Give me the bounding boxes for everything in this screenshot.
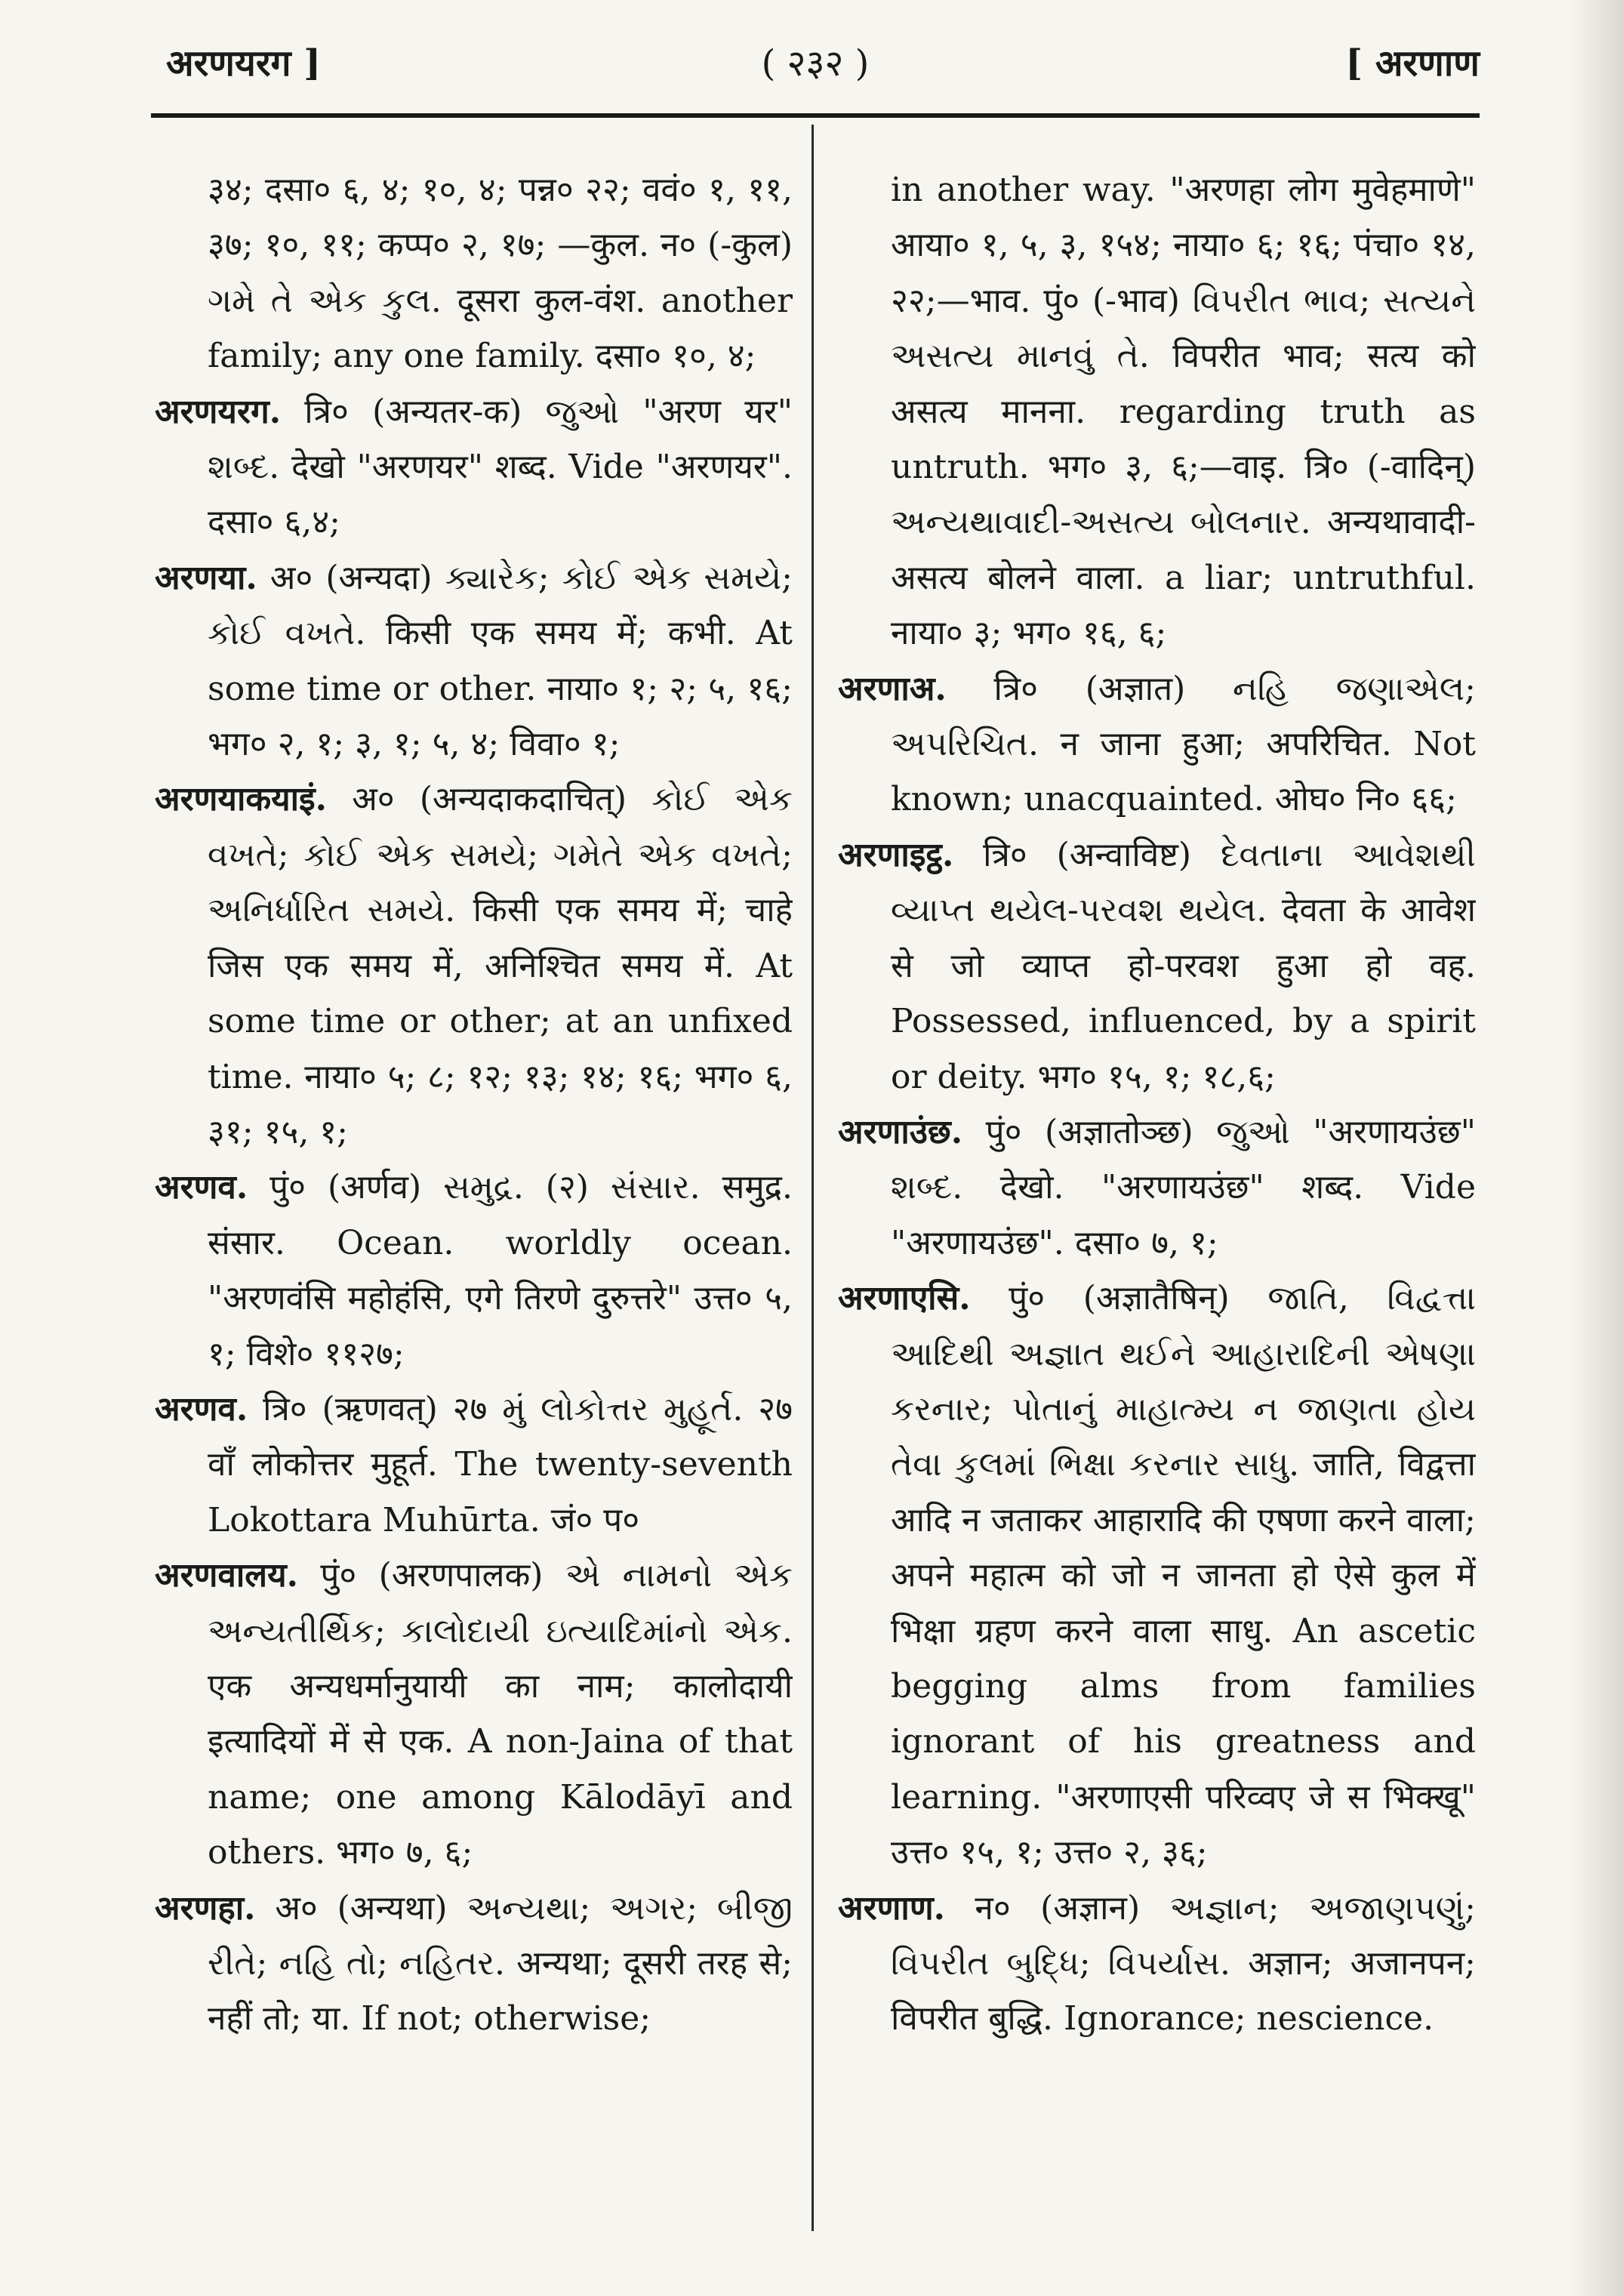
left-column [155,162,793,2246]
entry-text: पुं० (अर्णव) સમુદ્ર. (२) સંસાર. समुद्र. संसार. Ocean. worldly ocean. "अरणवंसि महोहंसि, एगे तिरणे दुरुत्तरे" उत्त० ५, १; विशे० ११२७; [208,1168,793,1373]
dictionary-entry [155,1382,793,1548]
page-header [151,30,1480,98]
entry-headword: अरणाउंछ. [838,1112,963,1151]
dictionary-entry [155,1160,793,1382]
entry-text: in another way. "अरणहा लोग मुवेहमाणे" आया० १, ५, ३, १५४; नाया० ६; १६; पंचा० १४, २२;—भाव. पुं० (-भाव) વિપરીત ભાવ; સત્યને અસત્ય માનવું તે. विपरीत भाव; सत्य को असत्य मानना. regarding truth as untruth. भग० ३, ६;—वाइ. त्रि० (-वादिन्) અન્યથાવાદી-અસત્ય બોલનાર. अन्यथावादी-असत्य बोलने वाला. a liar; untruthful. नाया० ३; भग० १६, ६; [891,171,1476,653]
entry-text: त्रि० (ऋणवत्) २७ મું લોકોત્તર મુહૂર્ત. २७ वाँ लोकोत्तर मुहूर्त. The twenty-seventh Lokottara Muhūrta. जं० प० [208,1389,793,1539]
page-edge-shadow [1570,0,1623,2296]
dictionary-entry [838,1881,1476,2047]
dictionary-entry [155,772,793,1160]
right-guide-word: [ अरणाण [1345,42,1480,85]
entry-headword: अरणवालय. [155,1556,298,1595]
dictionary-entry [155,384,793,550]
entry-text: अ० (अन्यदा) ક્યારેક; કોઈ એક સમયે; કોઈ વખતે. किसी एक समय में; कभी. At some time or other. नाया० १; २; ५, १६; भग० २, १; ३, १; ५, ४; विवा० १; [208,558,793,764]
entry-text: न० (अज्ञान) અજ્ઞાન; અજાણપણું; વિપરીત બુદ્ધિ; વિપર્યાસ. अज्ञान; अजानपन; विपरीत बुद्धि. Ignorance; nescience. [891,1888,1476,2039]
dictionary-entry [838,1271,1476,1880]
entry-headword: अरणव. [155,1389,248,1428]
page-number: ( २३२ ) [761,42,870,85]
entry-headword: अरणया. [155,558,257,597]
entry-headword: अरणव. [155,1168,248,1207]
entry-text: ३४; दसा० ६, ४; १०, ४; पन्न० २२; ववं० १, ११, ३७; १०, ११; कप्प० २, १७; —कुल. न० (-कुल) ગમે તે એક કુલ. दूसरा कुल-वंश. another family; any one family. दसा० १०, ४; [208,171,793,376]
dictionary-entry [155,162,793,384]
entry-headword: अरणाइट्ठ. [838,835,954,874]
dictionary-entry [155,1881,793,2047]
entry-text: अ० (अन्यदाकदाचित्) કોઈ એક વખતે; કોઈ એક સમયે; ગમેતે એક વખતે; અનિર્ધારિત સમયે. किसी एक समय में; चाहे जिस एक समय में, अनिश्चित समय में. At some time or other; at an unfixed time. नाया० ५; ८; १२; १३; १४; १६; भग० ६, ३१; १५, १; [208,780,793,1151]
entry-headword: अरणाअ. [838,669,947,708]
entry-headword: अरणाएसि. [838,1279,971,1318]
dictionary-entry [838,1105,1476,1271]
entry-headword: अरणाण. [838,1888,945,1928]
entry-text: पुं० (अज्ञातोञ्छ) જુઓ "अरणायउंछ" શબ્દ. देखो. "अरणायउंछ" शब्द. Vide "अरणायउंछ". दसा० ७, १; [891,1112,1476,1262]
header-rule [151,113,1480,118]
dictionary-entry [838,162,1476,661]
entry-headword: अरणहा. [155,1888,256,1928]
dictionary-entry [155,550,793,772]
entry-text: त्रि० (अन्वाविष्ट) દેવતાના આવેશથી વ્યાપ્ત થયેલ-પરવશ થયેલ. देवता के आवेश से जो व्याप्त हो-परवश हुआ हो वह. Possessed, influenced, by a spirit or deity. भग० १५, १; १८,६; [891,835,1476,1096]
entry-headword: अरणयरग. [155,392,282,431]
dictionary-entry [838,827,1476,1105]
entry-text: त्रि० (अन्यतर-क) જુઓ "अरण यर" શબ્દ. देखो "अरणयर" शब्द. Vide "अरणयर". दसा० ६,४; [208,392,793,542]
left-guide-word: अरणयरग ] [166,42,321,85]
right-column [838,162,1476,2246]
entry-headword: अरणयाकयाइं. [155,780,327,819]
column-divider [812,125,814,2231]
dictionary-entry [838,661,1476,827]
entry-text: पुं० (अज्ञातैषिन्) જાતિ, વિદ્વત્તા આદિથી અજ્ઞાત થઈને આહારાદિની એષણા કરનાર; પોતાનું માહાત્મ્ય ન જાણતા હોય તેવા કુલમાં ભિક્ષા કરનાર સાધુ. जाति, विद्वत्ता आदि न जताकर आहारादि की एषणा करने वाला; अपने महात्म को जो न जानता हो ऐसे कुल में भिक्षा ग्रहण करने वाला साधु. An ascetic begging alms from families ignorant of his greatness and learning. "अरणाएसी परिव्वए जे स भिक्खू" उत्त० १५, १; उत्त० २, ३६; [891,1279,1476,1872]
entry-text: पुं० (अरणपालक) એ નામનો એક અન્યતીર્થિક; કાલોદાયી ઇત્યાદિમાંનો એક. एक अन्यधर्मानुयायी का नाम; कालोदायी इत्यादियों में से एक. A non-Jaina of that name; one among Kālodāyī and others. भग० ७, ६; [208,1556,793,1872]
entry-text: अ० (अन्यथा) અન્યથા; અગર; બીજી રીતે; નહિ તો; નહિતર. अन्यथा; दूसरी तरह से; नहीं तो; या. If not; otherwise; [208,1888,793,2039]
entry-text: त्रि० (अज्ञात) નહિ જણાએલ; અપરિચિત. न जाना हुआ; अपरिचित. Not known; unacquainted. ओघ० नि० ६६; [891,669,1476,819]
dictionary-entry [155,1548,793,1880]
